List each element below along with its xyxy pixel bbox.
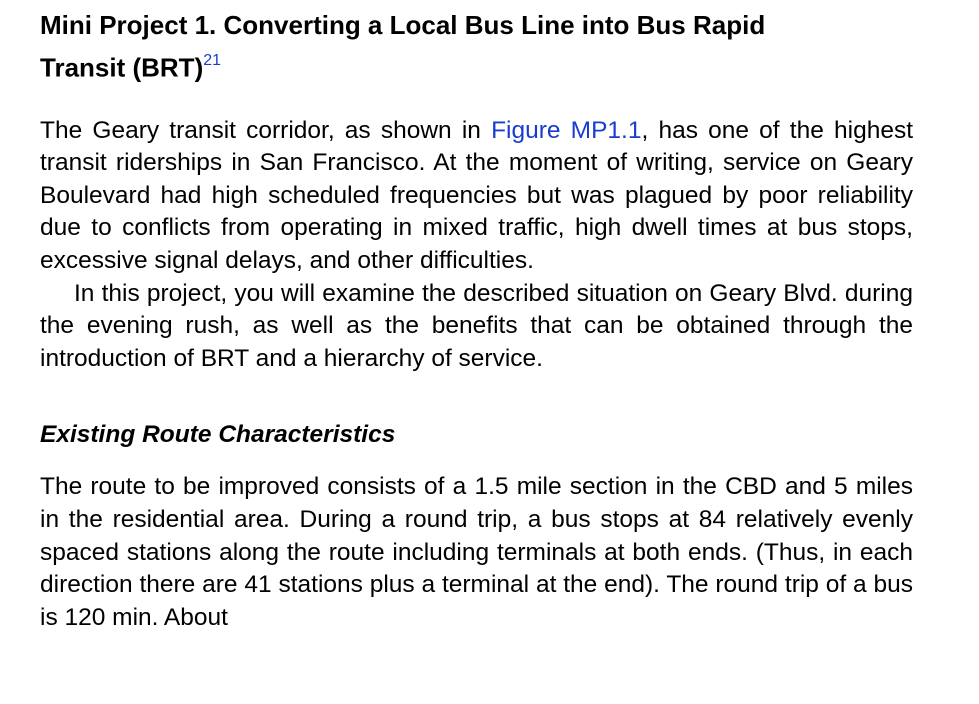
footnote-reference-21[interactable]: 21 <box>203 52 222 69</box>
intro-paragraph-1 <box>40 115 913 278</box>
title-line-1: Mini Project 1. Converting a Local Bus Line into Bus Rapid <box>40 10 766 40</box>
section-paragraph-1: The route to be improved consists of a 1.5 mile section in the CBD and 5 miles in the residential area. During a round trip, a bus stops at 84 relatively evenly spaced stations along the route including terminals at both ends. (Thus, in each direction there are 41 stations plus a terminal at the end). The round trip of a bus is 120 min. About <box>40 473 913 631</box>
document-page <box>40 7 913 634</box>
intro-text-before-link: The Geary transit corridor, as shown in <box>40 116 492 144</box>
page-title <box>40 7 913 87</box>
figure-mp1-1-link[interactable]: Figure MP1.1 <box>491 116 642 144</box>
title-line-2: Transit (BRT) <box>40 52 204 83</box>
intro-text-after-link: , has one of the highest transit riderships in San Francisco. At the moment of writing, service on Geary Boulevard had high scheduled frequencies but was plagued by poor reliability due to conflicts from operating in mixed traffic, high dwell times at bus stops, excessive signal delays, and other difficulties. <box>40 116 913 275</box>
intro-paragraph-2: In this project, you will examine the described situation on Geary Blvd. during the evening rush, as well as the benefits that can be obtained through the introduction of BRT and a hierarchy of service. <box>40 279 913 372</box>
section-heading: Existing Route Characteristics <box>40 421 396 449</box>
